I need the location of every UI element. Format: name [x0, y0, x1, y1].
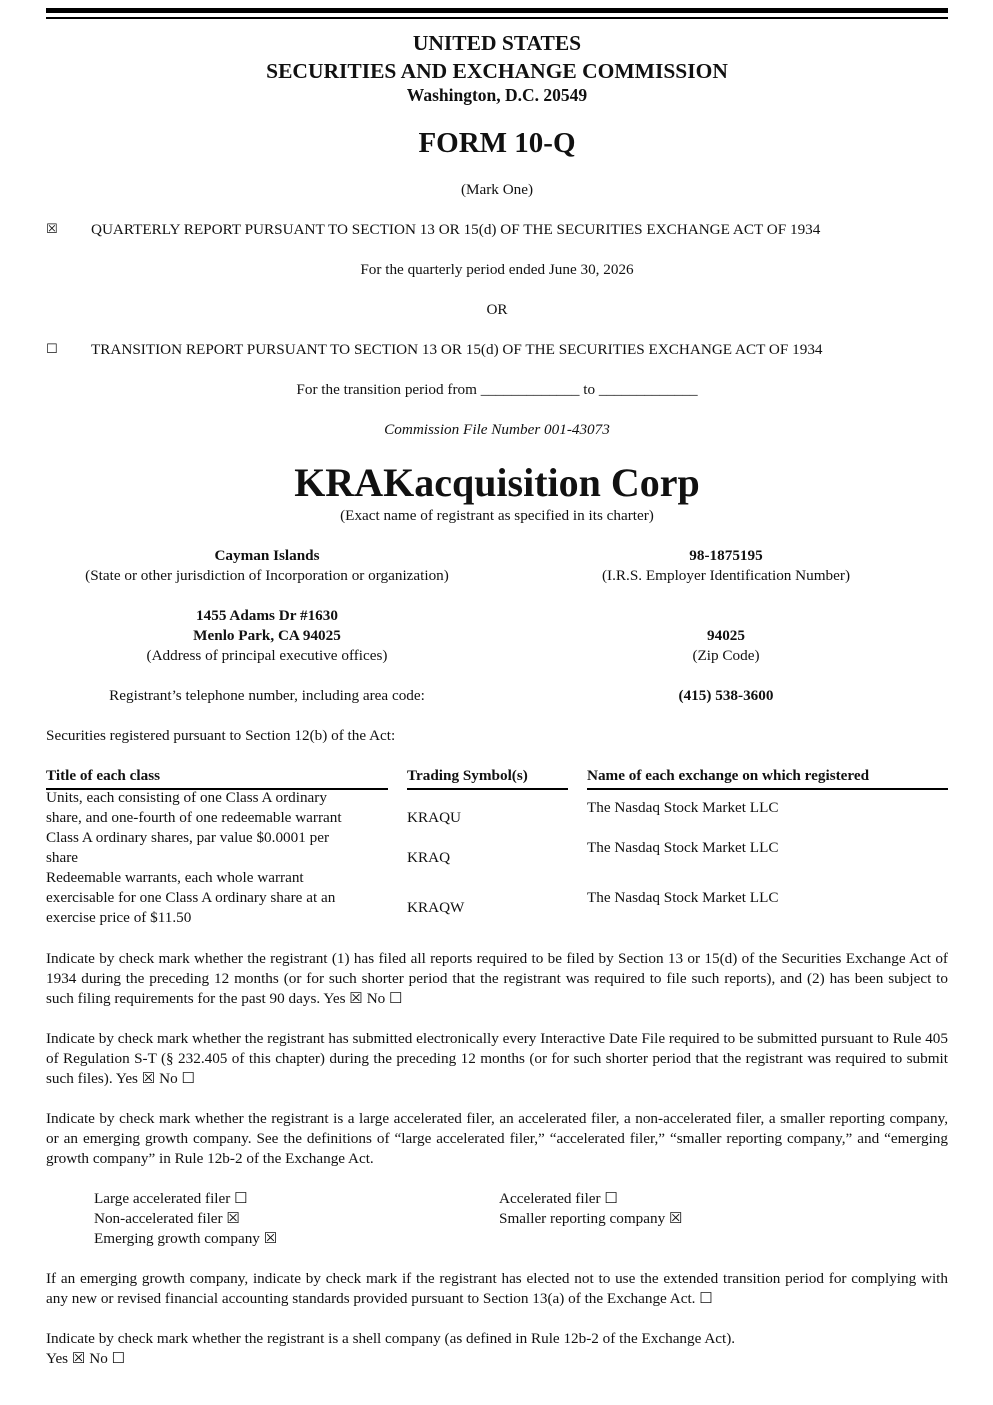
header-exchange-name: Name of each exchange on which registered	[587, 767, 870, 784]
form-title: FORM 10-Q	[418, 127, 576, 159]
phone-number: (415) 538-3600	[678, 687, 774, 704]
securities-intro: Securities registered pursuant to Section 12(b) of the Act:	[46, 727, 396, 744]
table-row-warrants-exchange: The Nasdaq Stock Market LLC	[587, 889, 779, 906]
shell-company-answer[interactable]: Yes ☒ No ☐	[46, 1350, 126, 1367]
header-rule-2	[407, 788, 568, 790]
question-filer-status: Indicate by check mark whether the registrant is a large accelerated filer, an accelerated filer, a non-accelerated filer, a smaller reporting company, or an emerging growth company. See the definitions of “large accelerated filer,” “accelerated filer,” “smaller reporting company,” and “emerging growth company” in Rule 12b-2 of the Exchange Act.	[46, 1110, 948, 1167]
table-row-units-title-2: share, and one-fourth of one redeemable warrant	[46, 809, 342, 826]
or-separator: OR	[486, 301, 508, 318]
question-reports-filed: Indicate by check mark whether the registrant (1) has filed all reports required to be filed by Section 13 or 15(d) of the Securities Exchange Act of 1934 during the preceding 12 months (or for such shorter period that the registrant was required to file such reports), and (2) has been subject to such filing requirements for the past 90 days. Yes ☒ No ☐	[46, 950, 948, 1007]
filer-accelerated[interactable]: Accelerated filer ☐	[499, 1190, 619, 1207]
transition-report-text: TRANSITION REPORT PURSUANT TO SECTION 13 OR 15(d) OF THE SECURITIES EXCHANGE ACT OF 1934	[91, 341, 823, 358]
question-interactive-data: Indicate by check mark whether the registrant has submitted electronically every Interactive Date File required to be submitted pursuant to Rule 405 of Regulation S-T (§ 232.405 of this chapter) during the preceding 12 months (or for such shorter period that the registrant was required to submit such files). Yes ☒ No ☐	[46, 1030, 948, 1087]
transition-checkbox[interactable]: ☐	[46, 342, 58, 357]
header-trading-symbol: Trading Symbol(s)	[407, 767, 528, 784]
top-rule-thin	[46, 17, 948, 19]
table-row-shares-title-2: share	[46, 849, 79, 866]
header-united-states: UNITED STATES	[412, 31, 582, 55]
securities-table	[46, 766, 948, 932]
filer-smaller-reporting[interactable]: Smaller reporting company ☒	[499, 1210, 683, 1227]
zip-caption: (Zip Code)	[692, 647, 760, 664]
address-caption: (Address of principal executive offices)	[146, 647, 388, 664]
top-rule-thick	[46, 8, 948, 13]
quarterly-period: For the quarterly period ended June 30, 2026	[360, 261, 634, 278]
table-row-warrants-title-3: exercise price of $11.50	[46, 909, 192, 926]
filer-emerging-growth[interactable]: Emerging growth company ☒	[94, 1230, 278, 1247]
question-shell-company: Indicate by check mark whether the registrant is a shell company (as defined in Rule 12b-2 of the Exchange Act).	[46, 1330, 736, 1347]
commission-file-number: Commission File Number 001-43073	[384, 421, 610, 438]
ein-caption: (I.R.S. Employer Identification Number)	[602, 567, 850, 584]
question-transition-election: If an emerging growth company, indicate by check mark if the registrant has elected not to use the extended transition period for complying with any new or revised financial accounting standards provided pursuant to Section 13(a) of the Exchange Act. ☐	[46, 1270, 948, 1307]
address-line-2: Menlo Park, CA 94025	[193, 627, 341, 644]
filer-large-accelerated[interactable]: Large accelerated filer ☐	[94, 1190, 248, 1207]
table-row-units-title-1: Units, each consisting of one Class A ordinary	[46, 789, 327, 806]
header-title-of-class: Title of each class	[46, 767, 161, 784]
header-washington: Washington, D.C. 20549	[406, 85, 588, 105]
table-row-shares-title-1: Class A ordinary shares, par value $0.0001 per	[46, 829, 330, 846]
table-row-units-exchange: The Nasdaq Stock Market LLC	[587, 799, 779, 816]
ein: 98-1875195	[689, 547, 763, 564]
phone-label: Registrant’s telephone number, including area code:	[109, 687, 425, 704]
header-sec: SECURITIES AND EXCHANGE COMMISSION	[266, 59, 728, 83]
jurisdiction-caption: (State or other jurisdiction of Incorporation or organization)	[85, 567, 449, 584]
mark-one: (Mark One)	[460, 181, 534, 198]
quarterly-checkbox[interactable]: ☒	[46, 222, 58, 237]
table-row-warrants-symbol: KRAQW	[407, 899, 465, 916]
quarterly-report-text: QUARTERLY REPORT PURSUANT TO SECTION 13 OR 15(d) OF THE SECURITIES EXCHANGE ACT OF 1934	[91, 221, 821, 238]
table-row-shares-exchange: The Nasdaq Stock Market LLC	[587, 839, 779, 856]
filer-non-accelerated[interactable]: Non-accelerated filer ☒	[94, 1210, 240, 1227]
transition-period: For the transition period from _____________ to _____________	[296, 381, 698, 398]
header-rule-3	[587, 788, 948, 790]
zip-code: 94025	[707, 627, 745, 644]
table-row-shares-symbol: KRAQ	[407, 849, 451, 866]
table-row-units-symbol: KRAQU	[407, 809, 462, 826]
registrant-name: KRAKacquisition Corp	[294, 460, 700, 505]
table-row-warrants-title-2: exercisable for one Class A ordinary share at an	[46, 889, 336, 906]
address-line-1: 1455 Adams Dr #1630	[196, 607, 338, 624]
registrant-name-caption: (Exact name of registrant as specified in its charter)	[340, 507, 654, 524]
table-row-warrants-title-1: Redeemable warrants, each whole warrant	[46, 869, 304, 886]
jurisdiction: Cayman Islands	[214, 547, 320, 564]
